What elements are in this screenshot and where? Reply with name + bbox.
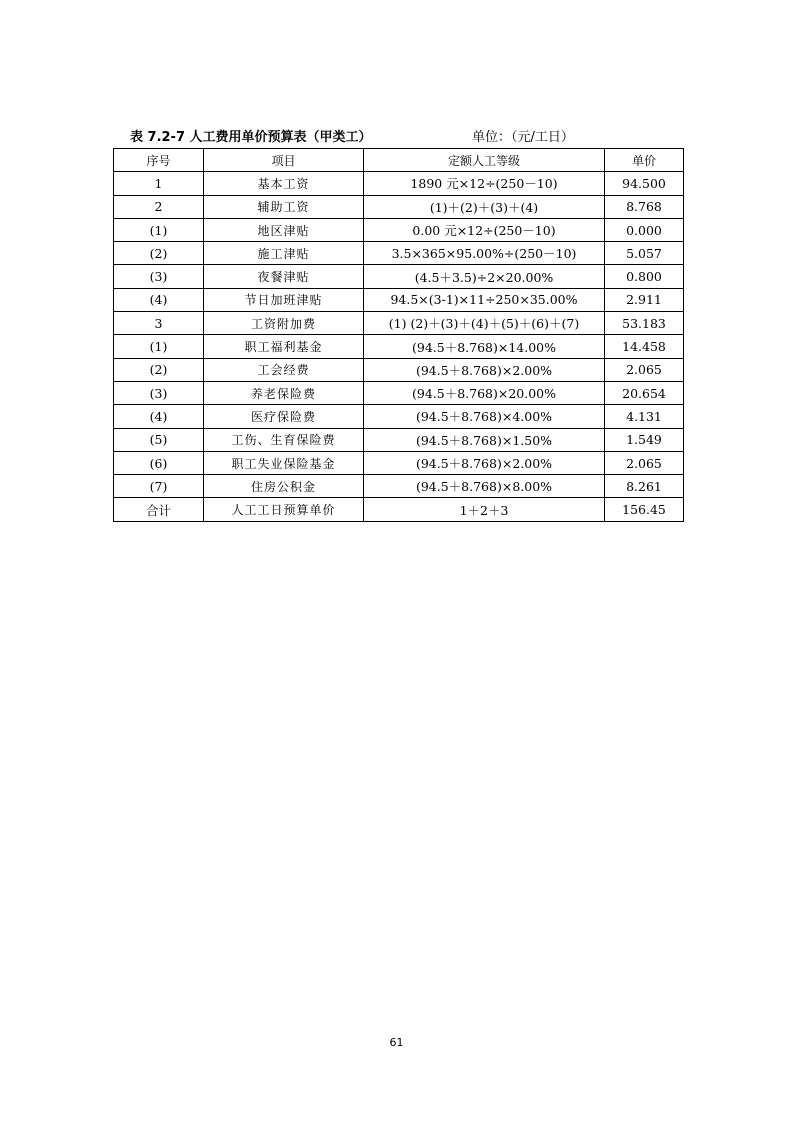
cell-no: (1) [114, 218, 204, 241]
cell-formula: (1)＋(2)＋(3)＋(4) [364, 195, 605, 218]
cell-formula: (94.5＋8.768)×20.00% [364, 381, 605, 404]
cell-no: (4) [114, 288, 204, 311]
cell-price: 20.654 [605, 381, 684, 404]
cell-no: (4) [114, 405, 204, 428]
cell-item: 工伤、生育保险费 [204, 428, 364, 451]
table-row [114, 195, 684, 218]
cell-price: 14.458 [605, 335, 684, 358]
cell-formula: 94.5×(3-1)×11÷250×35.00% [364, 288, 605, 311]
table-title: 表 7.2-7 人工费用单价预算表（甲类工） [130, 130, 372, 145]
cell-formula: (94.5＋8.768)×4.00% [364, 405, 605, 428]
cell-no: (7) [114, 475, 204, 498]
cell-no: (2) [114, 242, 204, 265]
cell-formula: 0.00 元×12÷(250－10) [364, 218, 605, 241]
cell-formula: 3.5×365×95.00%÷(250－10) [364, 242, 605, 265]
cell-item: 工会经费 [204, 358, 364, 381]
cell-item: 工资附加费 [204, 312, 364, 335]
cell-no: (5) [114, 428, 204, 451]
cell-price: 2.911 [605, 288, 684, 311]
cell-formula: (1) (2)＋(3)＋(4)＋(5)＋(6)＋(7) [364, 312, 605, 335]
cell-no: 1 [114, 172, 204, 195]
cell-no: (2) [114, 358, 204, 381]
cell-price: 5.057 [605, 242, 684, 265]
cell-item: 职工失业保险基金 [204, 451, 364, 474]
header-formula: 定额人工等级 [364, 149, 605, 172]
table-row [114, 405, 684, 428]
cell-formula: (94.5＋8.768)×1.50% [364, 428, 605, 451]
cell-price: 4.131 [605, 405, 684, 428]
table-row [114, 288, 684, 311]
table-caption [130, 126, 690, 146]
cell-price: 0.000 [605, 218, 684, 241]
header-no: 序号 [114, 149, 204, 172]
cell-item: 医疗保险费 [204, 405, 364, 428]
cell-item: 人工工日预算单价 [204, 498, 364, 521]
cell-price: 53.183 [605, 312, 684, 335]
cell-formula: (4.5＋3.5)÷2×20.00% [364, 265, 605, 288]
cell-no: (3) [114, 381, 204, 404]
cell-no: 合计 [114, 498, 204, 521]
cell-formula: 1＋2＋3 [364, 498, 605, 521]
header-price: 单价 [605, 149, 684, 172]
table-row [114, 428, 684, 451]
cell-price: 156.45 [605, 498, 684, 521]
cell-item: 养老保险费 [204, 381, 364, 404]
cell-no: 3 [114, 312, 204, 335]
cell-item: 施工津贴 [204, 242, 364, 265]
cell-no: (3) [114, 265, 204, 288]
table-row [114, 218, 684, 241]
cell-no: (1) [114, 335, 204, 358]
table-header-row [114, 149, 684, 172]
cell-formula: (94.5＋8.768)×8.00% [364, 475, 605, 498]
cell-price: 2.065 [605, 358, 684, 381]
cell-formula: (94.5＋8.768)×2.00% [364, 451, 605, 474]
table-row [114, 451, 684, 474]
page-number: 61 [389, 1036, 404, 1049]
labor-cost-table [113, 148, 684, 522]
table-row [114, 381, 684, 404]
cell-item: 基本工资 [204, 172, 364, 195]
cell-formula: (94.5＋8.768)×2.00% [364, 358, 605, 381]
cell-price: 2.065 [605, 451, 684, 474]
cell-item: 辅助工资 [204, 195, 364, 218]
cell-item: 夜餐津贴 [204, 265, 364, 288]
cell-no: 2 [114, 195, 204, 218]
cell-price: 0.800 [605, 265, 684, 288]
cell-item: 职工福利基金 [204, 335, 364, 358]
table-row [114, 498, 684, 521]
cell-formula: 1890 元×12÷(250－10) [364, 172, 605, 195]
cell-price: 1.549 [605, 428, 684, 451]
cell-item: 住房公积金 [204, 475, 364, 498]
cell-price: 8.261 [605, 475, 684, 498]
table-row [114, 242, 684, 265]
table-row [114, 172, 684, 195]
cell-item: 节日加班津贴 [204, 288, 364, 311]
cell-price: 8.768 [605, 195, 684, 218]
cell-item: 地区津贴 [204, 218, 364, 241]
table-row [114, 265, 684, 288]
unit-label: 单位：（元/工日） [472, 130, 574, 145]
header-item: 项目 [204, 149, 364, 172]
table-row [114, 475, 684, 498]
cell-price: 94.500 [605, 172, 684, 195]
table-row [114, 335, 684, 358]
cell-formula: (94.5＋8.768)×14.00% [364, 335, 605, 358]
table-row [114, 312, 684, 335]
cell-no: (6) [114, 451, 204, 474]
table-body [114, 172, 684, 521]
table-row [114, 358, 684, 381]
